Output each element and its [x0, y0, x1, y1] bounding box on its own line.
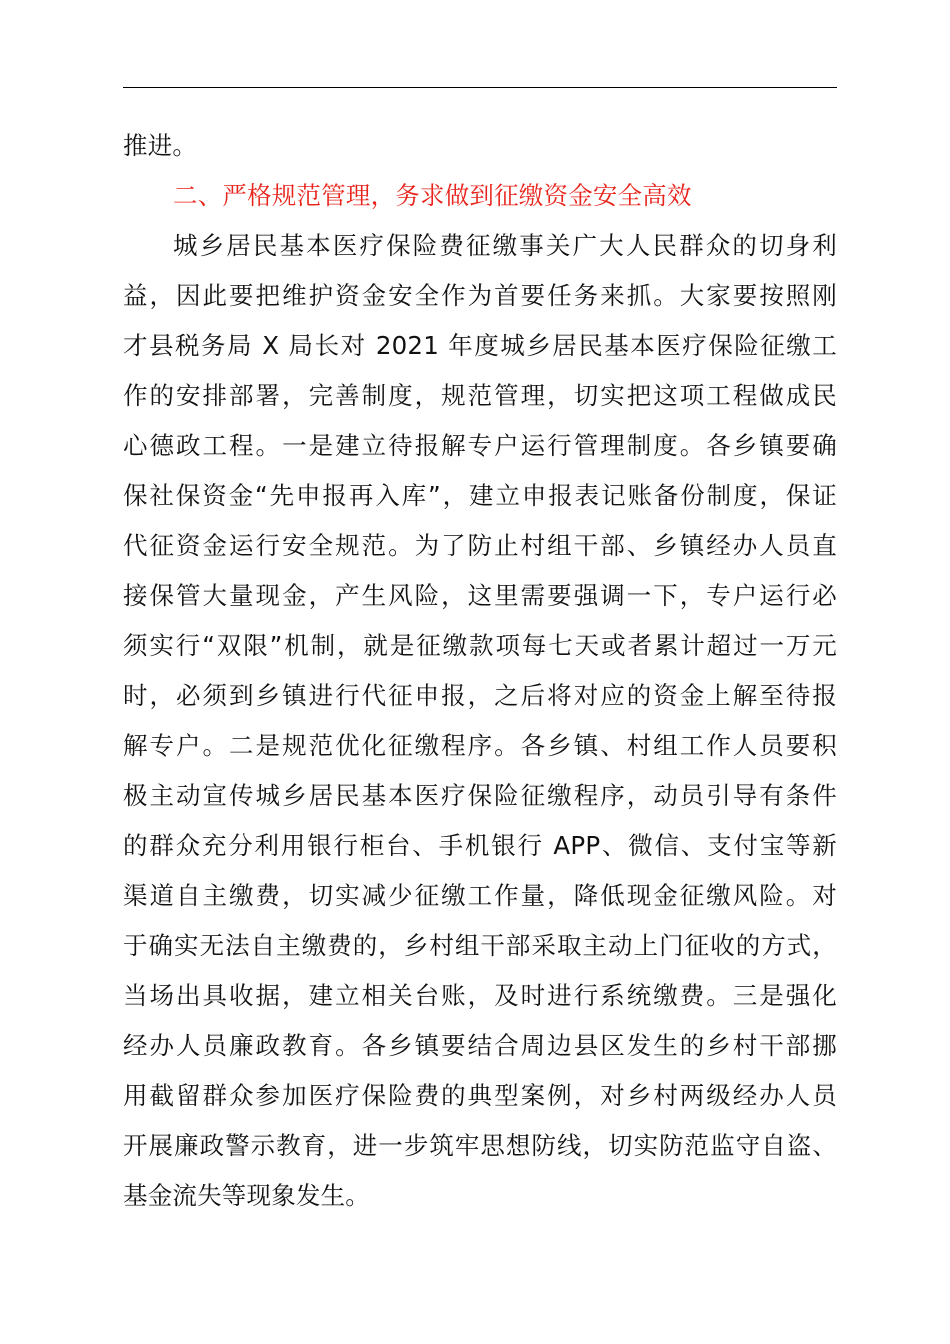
paragraph-line: 才县税务局 X 局长对 2021 年度城乡居民基本医疗保险征缴工	[123, 331, 837, 360]
paragraph-line: 渠道自主缴费，切实减少征缴工作量，降低现金征缴风险。对	[123, 881, 837, 910]
paragraph-line: 用截留群众参加医疗保险费的典型案例，对乡村两级经办人员	[123, 1081, 837, 1110]
paragraph-line: 心德政工程。一是建立待报解专户运行管理制度。各乡镇要确	[123, 431, 837, 460]
paragraph-line: 于确实无法自主缴费的，乡村组干部采取主动上门征收的方式，	[123, 931, 837, 960]
header-rule	[123, 87, 837, 88]
paragraph-line: 的群众充分利用银行柜台、手机银行 APP、微信、支付宝等新	[123, 831, 837, 860]
paragraph-line: 开展廉政警示教育，进一步筑牢思想防线，切实防范监守自盗、	[123, 1131, 837, 1160]
paragraph-line: 须实行“双限”机制，就是征缴款项每七天或者累计超过一万元	[123, 631, 837, 660]
paragraph-line: 接保管大量现金，产生风险，这里需要强调一下，专户运行必	[123, 581, 837, 610]
paragraph-line: 当场出具收据，建立相关台账，及时进行系统缴费。三是强化	[123, 981, 837, 1010]
paragraph-line: 益，因此要把维护资金安全作为首要任务来抓。大家要按照刚	[123, 281, 837, 310]
continuation-line: 推进。	[123, 131, 198, 160]
section-heading: 二、严格规范管理，务求做到征缴资金安全高效	[173, 181, 692, 210]
paragraph-line: 城乡居民基本医疗保险费征缴事关广大人民群众的切身利	[173, 231, 837, 260]
paragraph-line: 经办人员廉政教育。各乡镇要结合周边县区发生的乡村干部挪	[123, 1031, 837, 1060]
paragraph-line: 时，必须到乡镇进行代征申报，之后将对应的资金上解至待报	[123, 681, 837, 710]
paragraph-line: 解专户。二是规范优化征缴程序。各乡镇、村组工作人员要积	[123, 731, 837, 760]
paragraph-line: 代征资金运行安全规范。为了防止村组干部、乡镇经办人员直	[123, 531, 837, 560]
paragraph-line: 作的安排部署，完善制度，规范管理，切实把这项工程做成民	[123, 381, 837, 410]
paragraph-line: 基金流失等现象发生。	[123, 1181, 370, 1210]
paragraph-line: 保社保资金“先申报再入库”，建立申报表记账备份制度，保证	[123, 481, 837, 510]
paragraph-line: 极主动宣传城乡居民基本医疗保险征缴程序，动员引导有条件	[123, 781, 837, 810]
